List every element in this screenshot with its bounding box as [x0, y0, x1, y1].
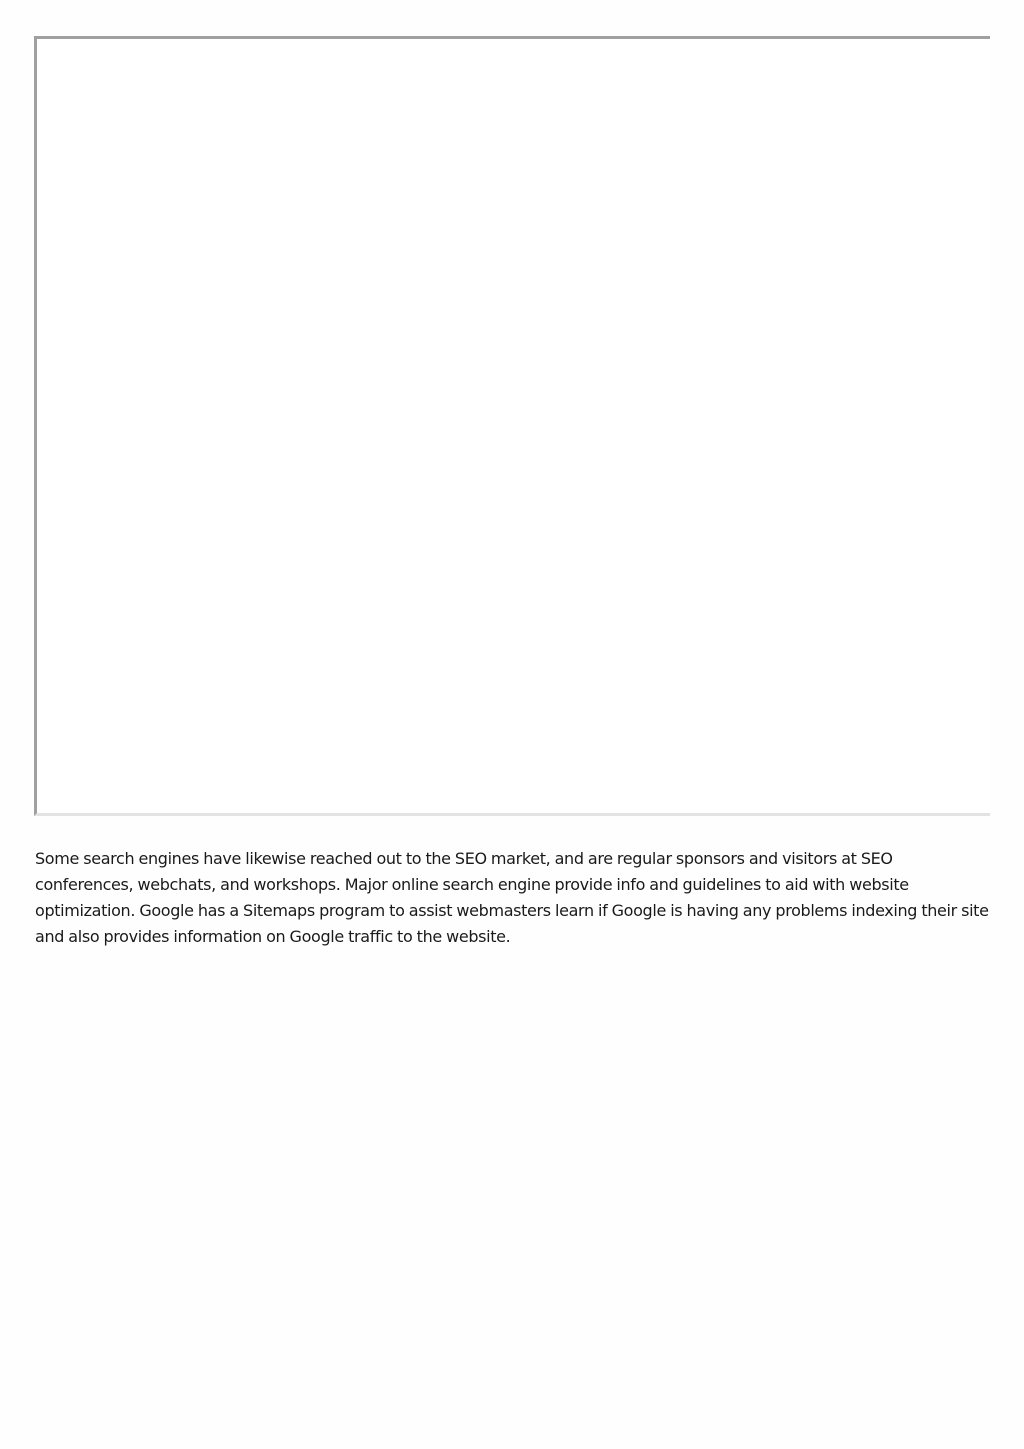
article-paragraph: Some search engines have likewise reached out to the SEO market, and are regular sponsors and visitors at SEO conferences, webchats, and workshops. Major online search engine provide info and guidelines to aid with website optimization. Google has a Sitemaps program to assist webmasters learn if Google is having any problems indexing their site and also provides information on Google traffic to the website.: [35, 849, 989, 946]
embedded-frame: [34, 36, 990, 816]
